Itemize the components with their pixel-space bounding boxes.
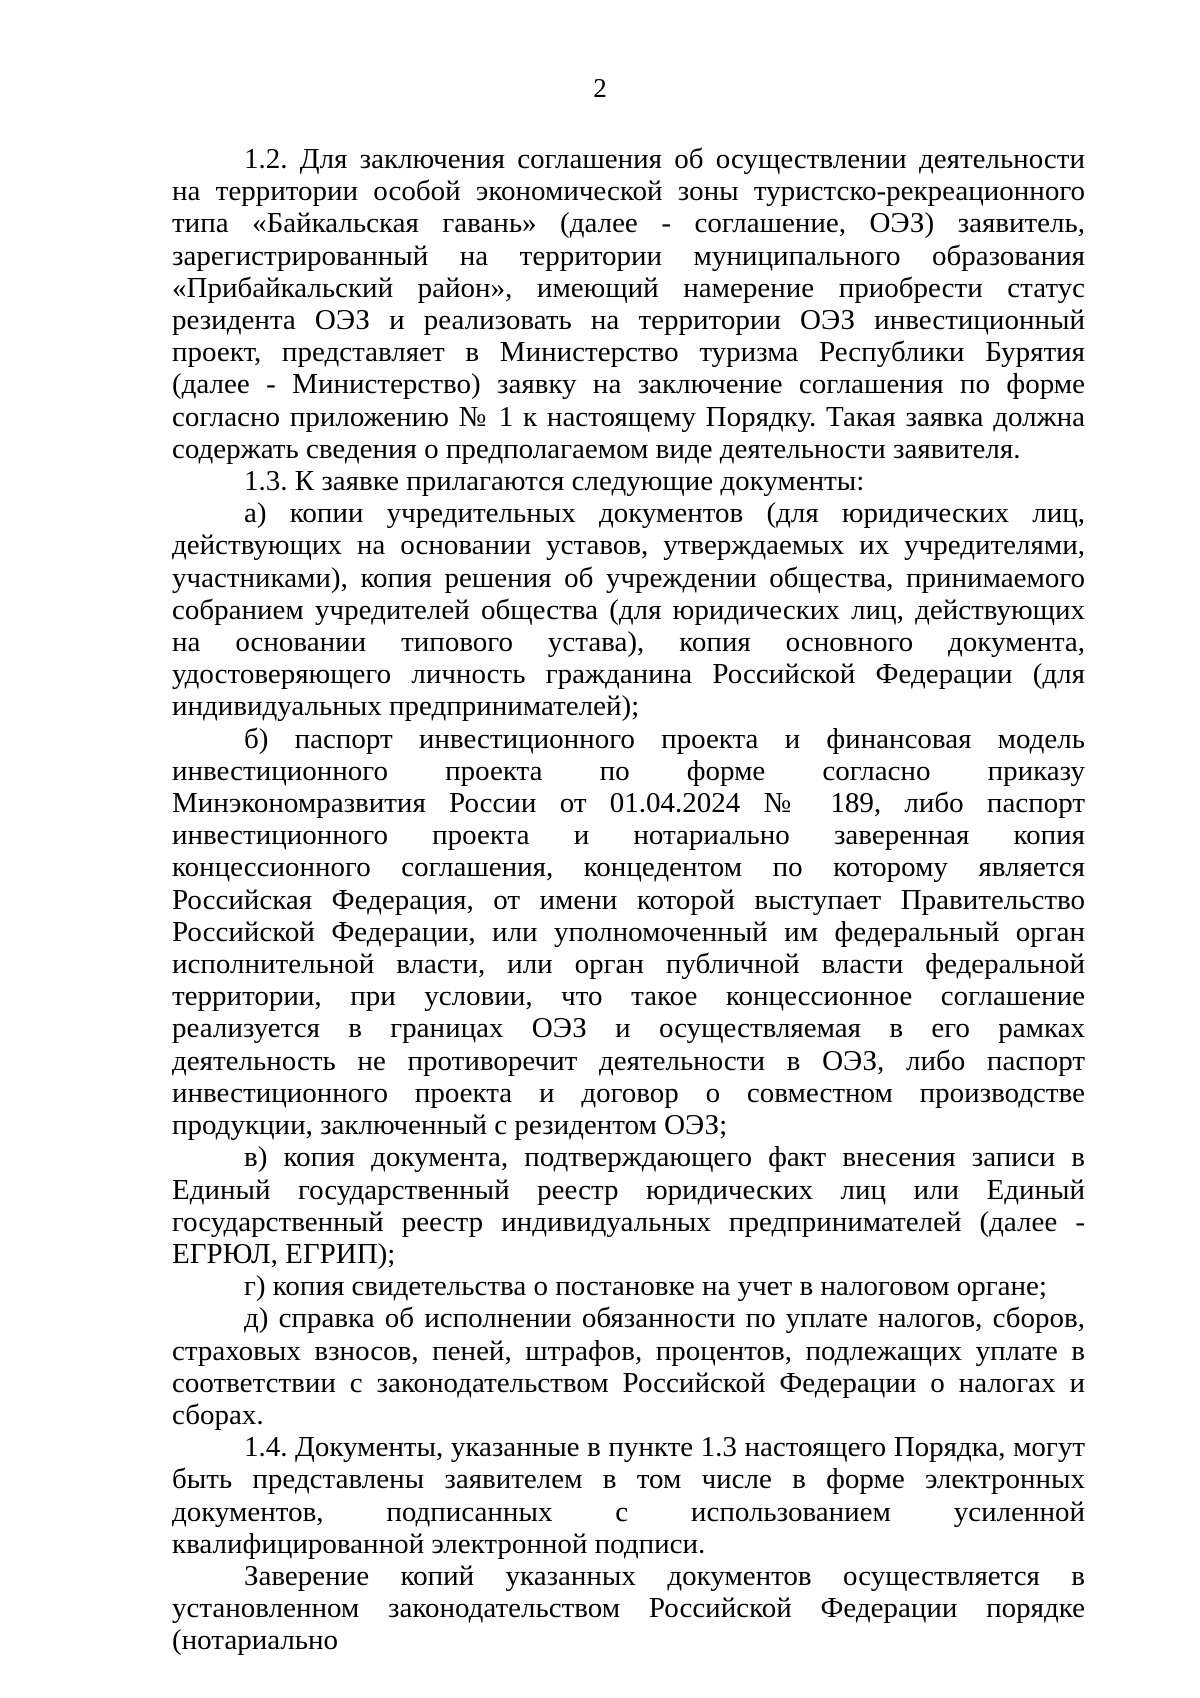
paragraph-1-3-v: в) копия документа, подтверждающего факт внесения записи в Единый государственный реестр юридических лиц или Единый государственный реестр индивидуальных предпринимателей (далее - ЕГРЮЛ, ЕГРИП); [172, 1141, 1085, 1270]
document-body [172, 143, 1085, 1657]
paragraph-1-3-b: б) паспорт инвестиционного проекта и финансовая модель инвестиционного проекта по форме согласно приказу Минэкономразвития России от 01.04.2024 № 189, либо паспорт инвестиционного проекта и нотариально заверенная копия концессионного соглашения, концедентом по которому является Российская Федерация, от имени которой выступает Правительство Российской Федерации, или уполномоченный им федеральный орган исполнительной власти, или орган публичной власти федеральной территории, при условии, что такое концессионное соглашение реализуется в границах ОЭЗ и осуществляемая в его рамках деятельность не противоречит деятельности в ОЭЗ, либо паспорт инвестиционного проекта и договор о совместном производстве продукции, заключенный с резидентом ОЭЗ; [172, 722, 1085, 1142]
paragraph-1-4: 1.4. Документы, указанные в пункте 1.3 настоящего Порядка, могут быть представлены заявителем в том числе в форме электронных документов, подписанных с использованием усиленной квалифицированной электронной подписи. [172, 1431, 1085, 1560]
paragraph-1-3: 1.3. К заявке прилагаются следующие документы: [244, 465, 865, 498]
paragraph-1-3-a: а) копии учредительных документов (для юридических лиц, действующих на основании уставов, утверждаемых их учредителями, участниками), копия решения об учреждении общества, принимаемого собранием учредителей общества (для юридических лиц, действующих на основании типового устава), копия основного документа, удостоверяющего личность гражданина Российской Федерации (для индивидуальных предпринимателей); [172, 497, 1085, 723]
paragraph-certification: Заверение копий указанных документов осуществляется в установленном законодательством Российской Федерации порядке (нотариально [172, 1559, 1085, 1657]
page-number: 2 [593, 73, 607, 103]
paragraph-1-3-d: д) справка об исполнении обязанности по уплате налогов, сборов, страховых взносов, пеней, штрафов, процентов, подлежащих уплате в соответствии с законодательством Российской Федерации о налогах и сборах. [172, 1302, 1085, 1431]
paragraph-1-3-g: г) копия свидетельства о постановке на учет в налоговом органе; [244, 1270, 1047, 1303]
paragraph-1-2: 1.2. Для заключения соглашения об осуществлении деятельности на территории особой экономической зоны туристско-рекреационного типа «Байкальская гавань» (далее - соглашение, ОЭЗ) заявитель, зарегистрированный на территории муниципального образования «Прибайкальский район», имеющий намерение приобрести статус резидента ОЭЗ и реализовать на территории ОЭЗ инвестиционный проект, представляет в Министерство туризма Республики Бурятия (далее - Министерство) заявку на заключение соглашения по форме согласно приложению № 1 к настоящему Порядку. Такая заявка должна содержать сведения о предполагаемом виде деятельности заявителя. [172, 143, 1085, 465]
